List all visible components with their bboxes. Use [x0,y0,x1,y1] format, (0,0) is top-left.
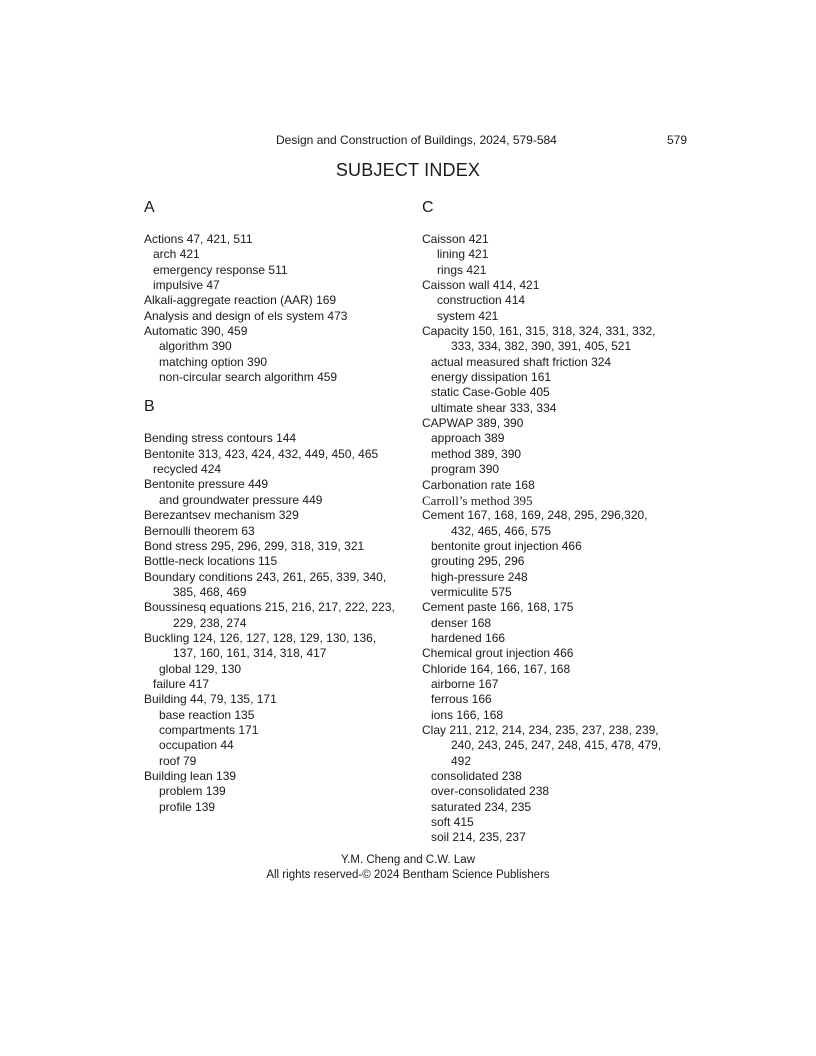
index-column-right [422,197,682,846]
index-subentry: ultimate shear 333, 334 [431,400,557,415]
index-entry: Buckling 124, 126, 127, 128, 129, 130, 136, [144,630,377,645]
index-entry: Bending stress contours 144 [144,431,297,446]
index-subentry: base reaction 135 [159,707,255,722]
index-subentry: program 390 [431,462,500,477]
index-subentry: profile 139 [159,799,216,814]
running-header: Design and Construction of Buildings, 2024, 579-584 [276,133,557,147]
index-entry-continuation: 240, 243, 245, 247, 248, 415, 478, 479, [451,738,662,753]
page-number: 579 [667,133,688,147]
index-entry: Carbonation rate 168 [422,477,535,492]
index-entry-continuation: 432, 465, 466, 575 [451,523,552,538]
index-subentry: emergency response 511 [153,262,288,277]
page-title: SUBJECT INDEX [335,160,481,180]
index-subentry: soft 415 [431,815,474,830]
section-letter-a: A [144,199,155,216]
index-entry: Cement 167, 168, 169, 248, 295, 296,320, [422,508,648,523]
index-entry: Bond stress 295, 296, 299, 318, 319, 321 [144,538,365,553]
index-entry: Caisson wall 414, 421 [422,278,540,293]
index-entry: Caisson 421 [422,232,489,246]
index-column-left [144,197,414,815]
index-entry: Boussinesq equations 215, 216, 217, 222, 223, [144,600,395,615]
index-subentry: rings 421 [437,262,487,277]
index-subentry: saturated 234, 235 [431,799,532,814]
index-subentry: construction 414 [437,293,526,308]
index-subentry: soil 214, 235, 237 [431,830,526,845]
index-entry: Bernoulli theorem 63 [144,523,255,538]
index-subentry: compartments 171 [159,722,259,737]
index-entry-continuation: 137, 160, 161, 314, 318, 417 [173,646,327,661]
index-subentry: actual measured shaft friction 324 [431,354,612,369]
index-subentry: ferrous 166 [431,692,492,707]
index-entry-continuation: 333, 334, 382, 390, 391, 405, 521 [451,339,632,354]
index-entry-continuation: 229, 238, 274 [173,615,247,630]
index-subentry: ions 166, 168 [431,707,504,722]
index-subentry: denser 168 [431,615,492,630]
index-subentry: consolidated 238 [431,769,522,784]
index-entry-continuation: 385, 468, 469 [173,584,247,599]
index-subentry: static Case-Goble 405 [431,385,550,400]
index-subentry: problem 139 [159,784,226,799]
index-subentry: recycled 424 [153,462,222,477]
index-entry: Chloride 164, 166, 167, 168 [422,661,571,676]
index-subentry: over-consolidated 238 [431,784,550,799]
index-entry: Bottle-neck locations 115 [144,554,278,569]
index-entry: Carroll’s method 395 [422,492,533,508]
index-subentry: and groundwater pressure 449 [159,492,323,507]
index-entry: CAPWAP 389, 390 [422,416,524,431]
index-entry: Chemical grout injection 466 [422,646,574,661]
index-subentry: global 129, 130 [159,661,242,676]
index-subentry: roof 79 [159,753,197,768]
index-subentry: arch 421 [153,247,200,262]
index-entry: Clay 211, 212, 214, 234, 235, 237, 238, 239, [422,723,659,737]
index-entry: Berezantsev mechanism 329 [144,508,299,523]
index-entry-continuation: 492 [451,753,472,768]
index-entry: Building 44, 79, 135, 171 [144,692,277,707]
index-entry: Automatic 390, 459 [144,324,248,339]
index-subentry: hardened 166 [431,630,506,645]
footer-authors: Y.M. Cheng and C.W. Law [340,854,476,866]
index-subentry: lining 421 [437,247,489,262]
footer-copyright: All rights reserved-© 2024 Bentham Science Publishers [266,868,550,881]
index-entry: Bentonite pressure 449 [144,477,269,492]
index-subentry: failure 417 [153,676,210,691]
index-entry: Alkali-aggregate reaction (AAR) 169 [144,293,337,308]
index-subentry: method 389, 390 [431,446,522,461]
index-subentry: grouting 295, 296 [431,554,525,569]
index-subentry: system 421 [437,308,499,323]
index-entry: Bentonite 313, 423, 424, 432, 449, 450, 465 [144,446,379,461]
index-subentry: occupation 44 [159,738,234,753]
index-subentry: high-pressure 248 [431,569,528,584]
index-subentry: approach 389 [431,431,505,446]
index-entry: Building lean 139 [144,769,237,783]
index-entry: Cement paste 166, 168, 175 [422,600,574,615]
section-letter-c: C [422,199,434,216]
section-letter-b: B [144,398,155,416]
index-subentry: matching option 390 [159,354,268,369]
index-entry: Actions 47, 421, 511 [144,232,253,246]
index-entry: Analysis and design of els system 473 [144,308,348,323]
index-subentry: airborne 167 [431,676,499,691]
index-subentry: vermiculite 575 [431,584,512,599]
index-subentry: algorithm 390 [159,339,232,354]
index-entry: Capacity 150, 161, 315, 318, 324, 331, 332, [422,324,656,339]
index-subentry: energy dissipation 161 [431,370,552,385]
index-entry: Boundary conditions 243, 261, 265, 339, 340, [144,569,387,584]
index-subentry: non-circular search algorithm 459 [159,370,338,385]
page-footer [0,853,816,882]
index-subentry: bentonite grout injection 466 [431,538,582,553]
index-subentry: impulsive 47 [153,278,220,293]
